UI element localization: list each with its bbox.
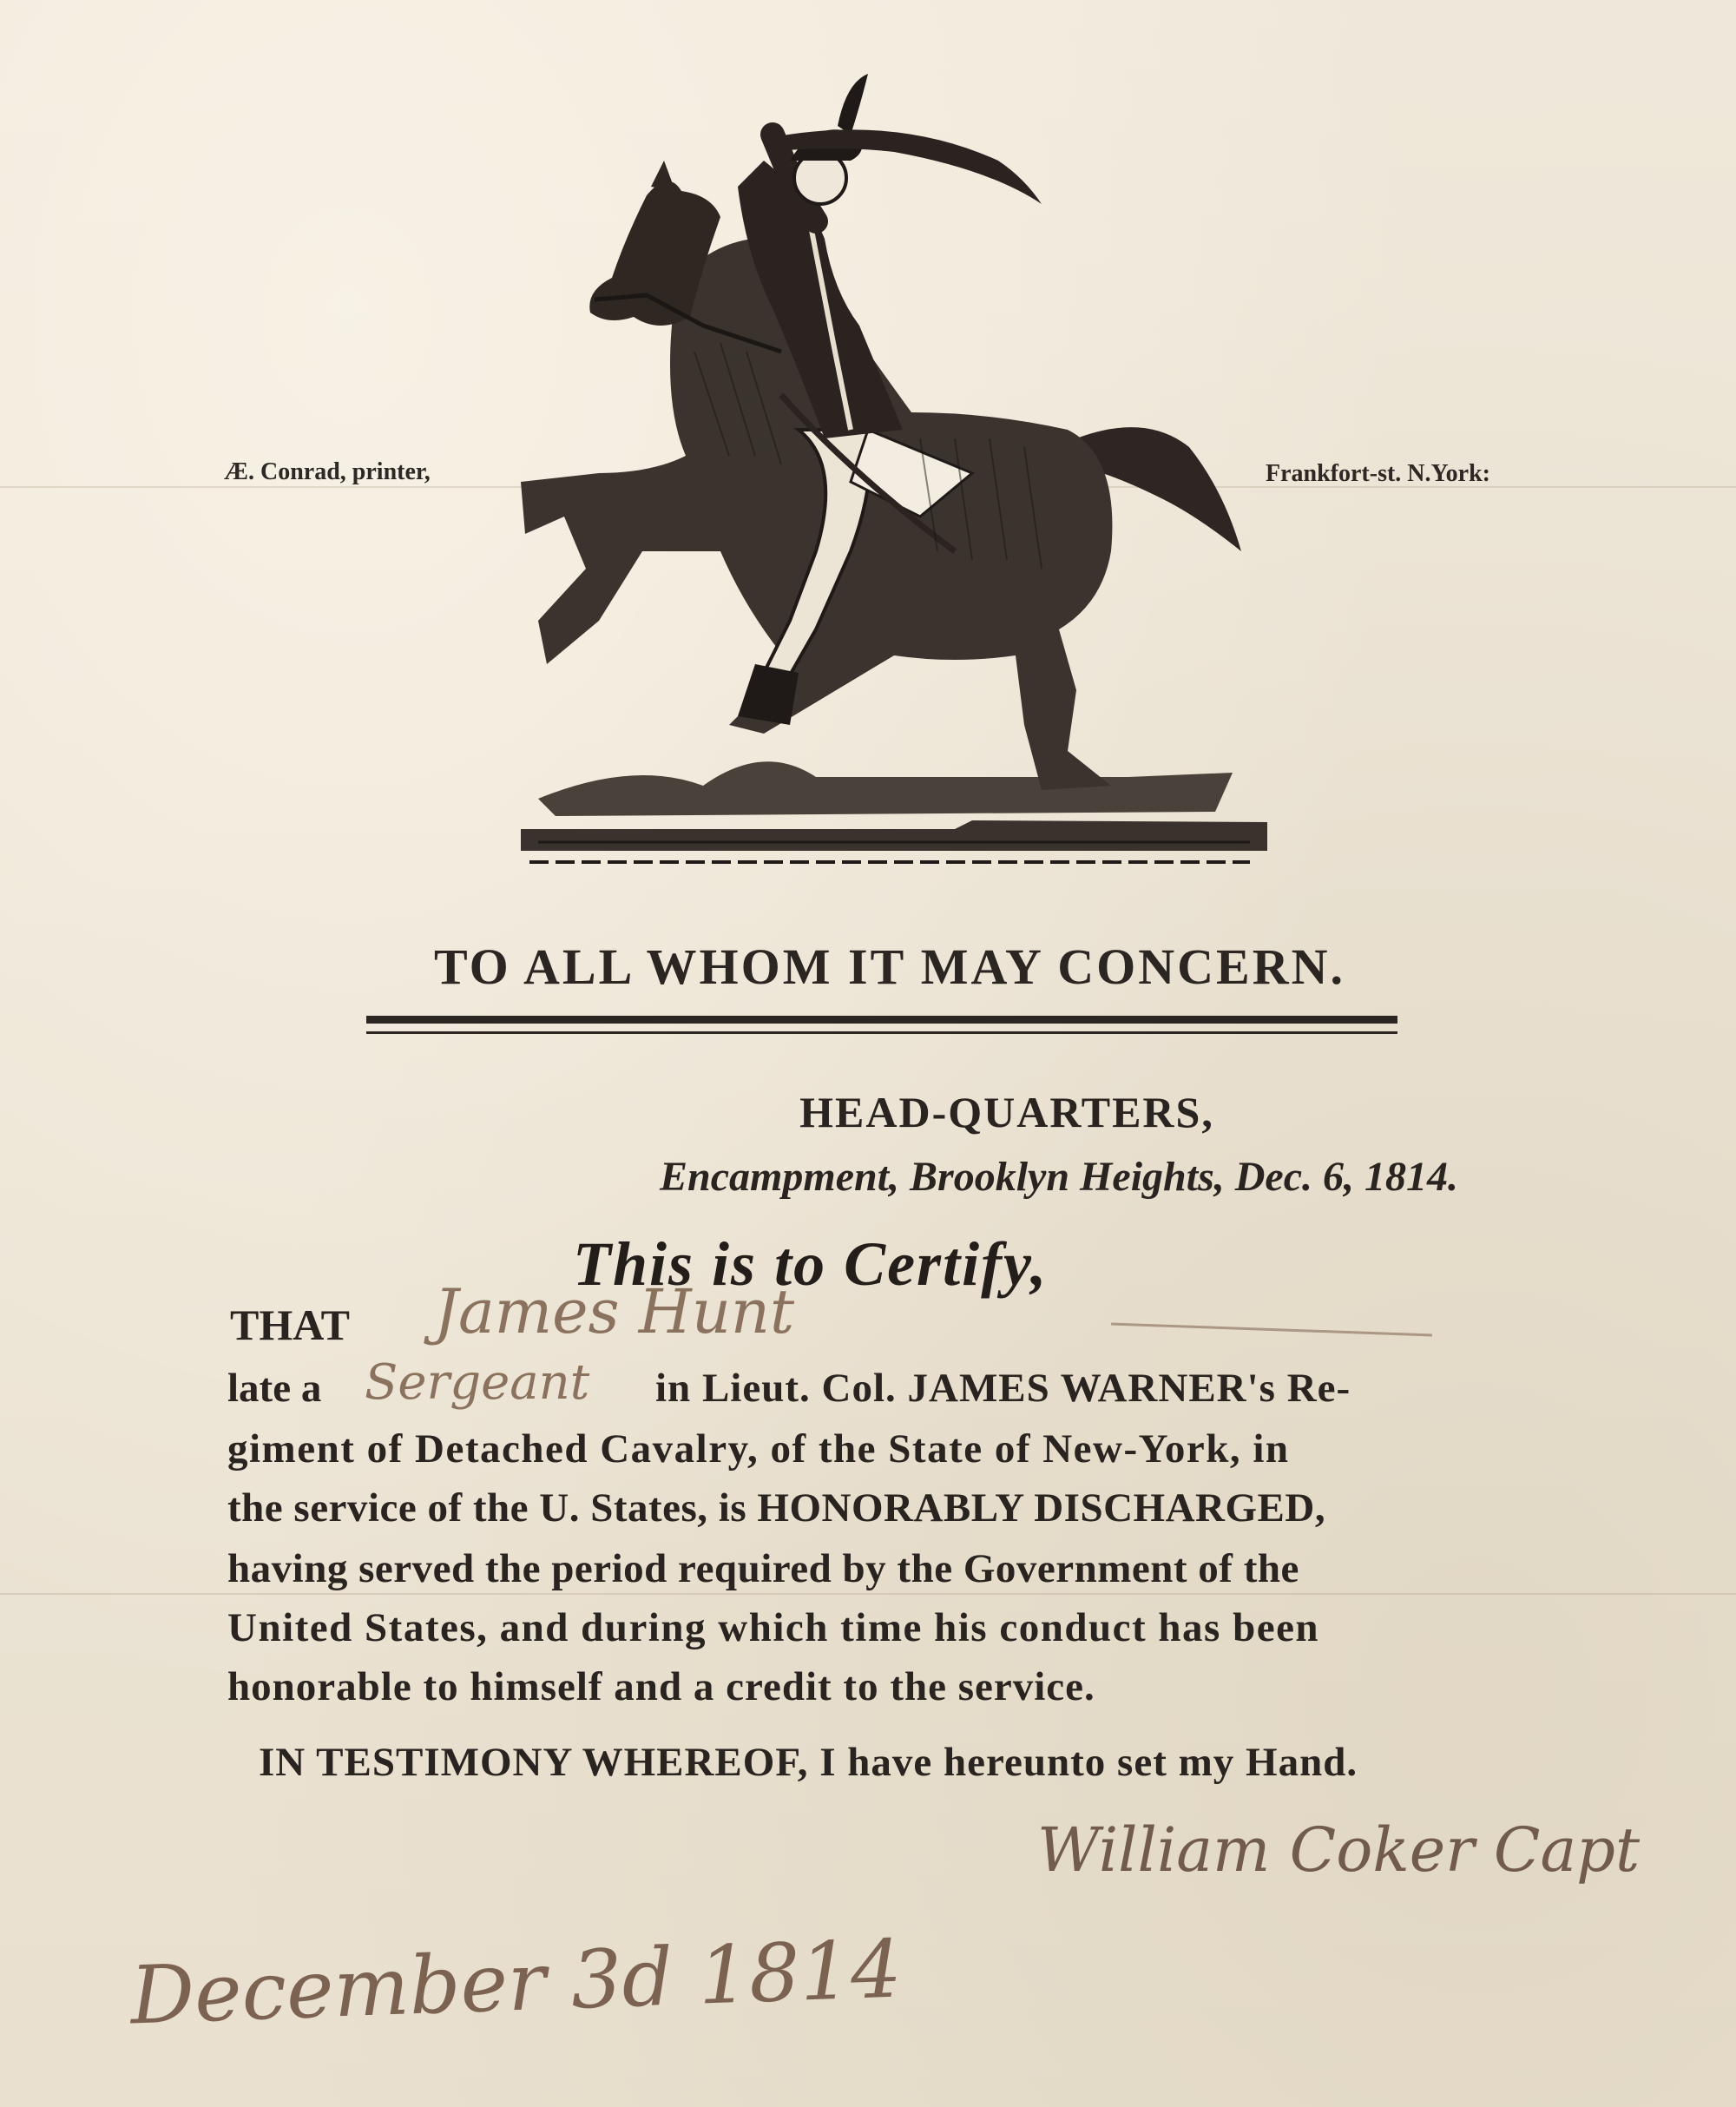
heading-rule-thin [366,1031,1397,1034]
body-line-3: the service of the U. States, is HONORABLY DISCHARGED, [227,1485,1326,1531]
certify-heading: This is to Certify, [573,1229,1049,1299]
heading-rule-thick [366,1016,1397,1024]
headquarters-title: HEAD-QUARTERS, [799,1088,1214,1136]
printer-credit-left: Æ. Conrad, printer, [224,458,431,485]
handwritten-rank: Sergeant [365,1354,590,1411]
hat-plume [838,74,868,135]
rider-boot [738,664,799,725]
handwritten-name: James Hunt [434,1276,795,1347]
document-heading: TO ALL WHOM IT MAY CONCERN. [433,938,1345,995]
body-line-1: in Lieut. Col. JAMES WARNER's Re- [655,1366,1351,1411]
cavalry-rider-woodcut-illustration [503,65,1267,899]
paper-fold-line [0,1593,1736,1595]
handwritten-date: December 3d 1814 [128,1922,904,2043]
handwritten-flourish [1111,1323,1432,1337]
late-a-label: late a [227,1366,322,1411]
place-and-date: Encampment, Brooklyn Heights, Dec. 6, 1814. [660,1154,1459,1200]
body-line-5: United States, and during which time his conduct has been [227,1605,1320,1650]
testimony-line: IN TESTIMONY WHEREOF, I have hereunto set my Hand. [259,1740,1358,1785]
signature: William Coker Capt [1037,1814,1641,1886]
printer-credit-right: Frankfort-st. N.York: [1266,460,1490,487]
ground-base [521,820,1267,851]
that-label: THAT [230,1300,350,1349]
body-line-6: honorable to himself and a credit to the service. [227,1664,1095,1709]
body-line-4: having served the period required by the Government of the [227,1546,1299,1591]
body-line-2: giment of Detached Cavalry, of the State of New-York, in [227,1426,1290,1472]
ground-mound [538,761,1233,816]
